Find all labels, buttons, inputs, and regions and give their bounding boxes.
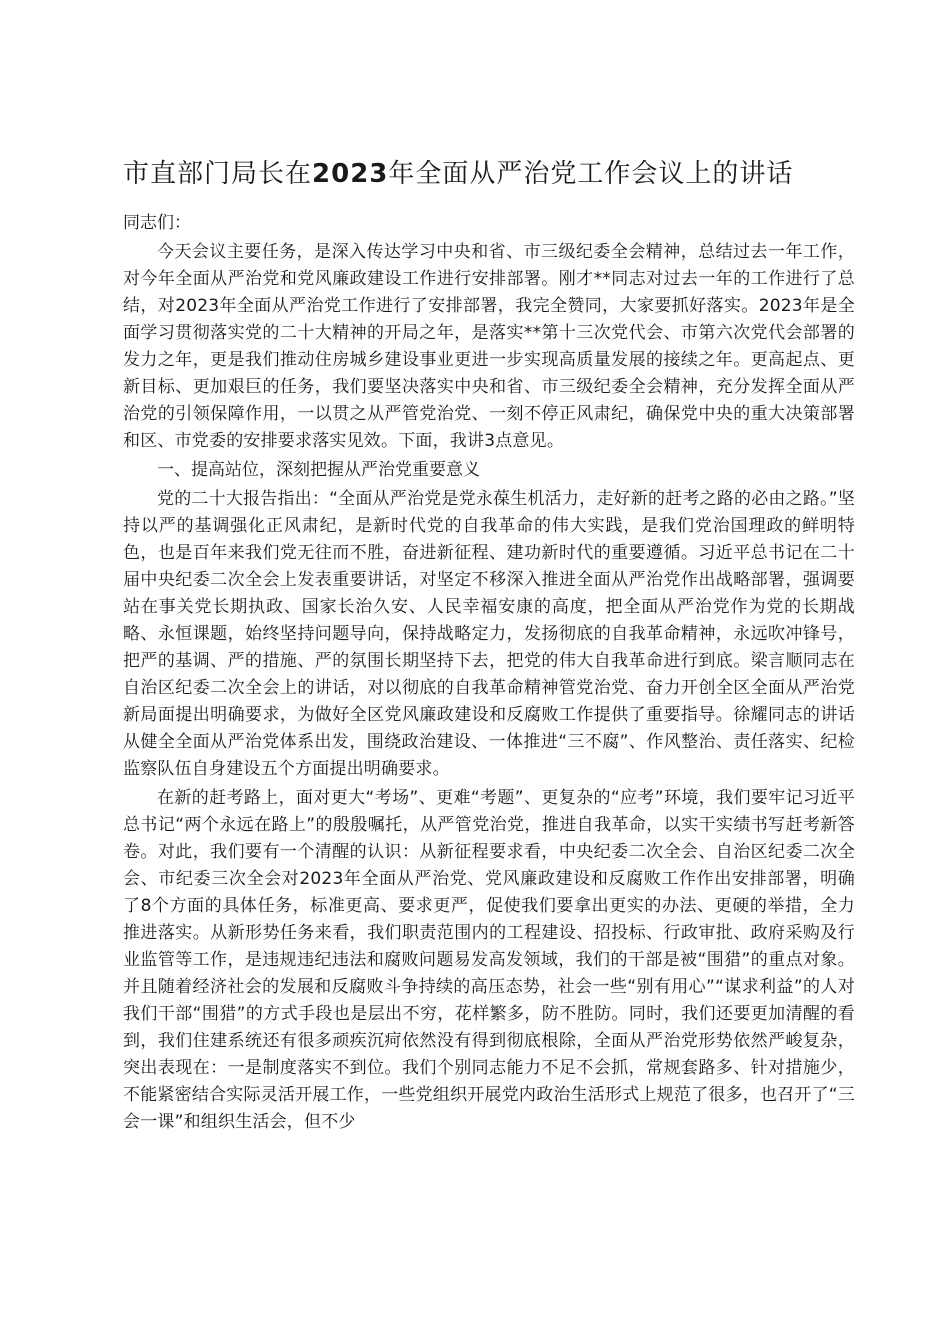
salutation: 同志们： [123, 213, 191, 233]
title-year: 2023 [312, 159, 389, 189]
document-title [123, 150, 855, 198]
section-paragraph-2: 在新的赶考路上，面对更大“考场”、更难“考题”、更复杂的“应考”环境，我们要牢记习近平总书记“两个永远在路上”的殷殷嘱托，从严管党治党，推进自我革命，以实干实绩书写赶考新答卷。对此，我们要有一个清醒的认识：从新征程要求看，中央纪委二次全会、自治区纪委二次全会、市纪委三次全会对2023年全面从严治党、党风廉政建设和反腐败工作作出安排部署，明确了8个方面的具体任务，标准更高、要求更严，促使我们要拿出更实的办法、更硬的举措，全力推进落实。从新形势任务来看，我们职责范围内的工程建设、招投标、行政审批、政府采购及行业监管等工作，是违规违纪违法和腐败问题易发高发领域，我们的干部是被“围猎”的重点对象。并且随着经济社会的发展和反腐败斗争持续的高压态势，社会一些“别有用心”“谋求利益”的人对我们干部“围猎”的方式手段也是层出不穷，花样繁多，防不胜防。同时，我们还要更加清醒的看到，我们住建系统还有很多顽疾沉疴依然没有得到彻底根除，全面从严治党形势依然严峻复杂，突出表现在：一是制度落实不到位。我们个别同志能力不足不会抓，常规套路多、针对措施少，不能紧密结合实际灵活开展工作，一些党组织开展党内政治生活形式上规范了很多，也召开了“三会一课”和组织生活会，但不少 [123, 788, 855, 1132]
section-paragraph-1: 党的二十大报告指出：“全面从严治党是党永葆生机活力，走好新的赶考之路的必由之路。”坚持以严的基调强化正风肃纪，是新时代党的自我革命的伟大实践，是我们党治国理政的鲜明特色，也是百年来我们党无往而不胜，奋进新征程、建功新时代的重要遵循。习近平总书记在二十届中央纪委二次全会上发表重要讲话，对坚定不移深入推进全面从严治党作出战略部署，强调要站在事关党长期执政、国家长治久安、人民幸福安康的高度，把全面从严治党作为党的长期战略、永恒课题，始终坚持问题导向，保持战略定力，发扬彻底的自我革命精神，永远吹冲锋号，把严的基调、严的措施、严的氛围长期坚持下去，把党的伟大自我革命进行到底。梁言顺同志在自治区纪委二次全会上的讲话，对以彻底的自我革命精神管党治党、奋力开创全区全面从严治党新局面提出明确要求，为做好全区党风廉政建设和反腐败工作提供了重要指导。徐耀同志的讲话从健全全面从严治党体系出发，围绕政治建设、一体推进“三不腐”、作风整治、责任落实、纪检监察队伍自身建设五个方面提出明确要求。 [123, 489, 855, 779]
title-suffix: 年全面从严治党工作会议上的讲话 [388, 159, 794, 189]
title-prefix: 市直部门局长在 [123, 159, 313, 189]
intro-paragraph: 今天会议主要任务，是深入传达学习中央和省、市三级纪委全会精神，总结过去一年工作，对今年全面从严治党和党风廉政建设工作进行安排部署。刚才**同志对过去一年的工作进行了总结，对2023年全面从严治党工作进行了安排部署，我完全赞同，大家要抓好落实。2023年是全面学习贯彻落实党的二十大精神的开局之年，是落实**第十三次党代会、市第六次党代会部署的发力之年，更是我们推动住房城乡建设事业更进一步实现高质量发展的接续之年。更高起点、更新目标、更加艰巨的任务，我们要坚决落实中央和省、市三级纪委全会精神，充分发挥全面从严治党的引领保障作用，一以贯之从严管党治党、一刻不停正风肃纪，确保党中央的重大决策部署和区、市党委的安排要求落实见效。下面，我讲3点意见。 [123, 242, 855, 451]
document-page [123, 150, 855, 1138]
section-heading: 一、提高站位，深刻把握从严治党重要意义 [157, 460, 480, 480]
